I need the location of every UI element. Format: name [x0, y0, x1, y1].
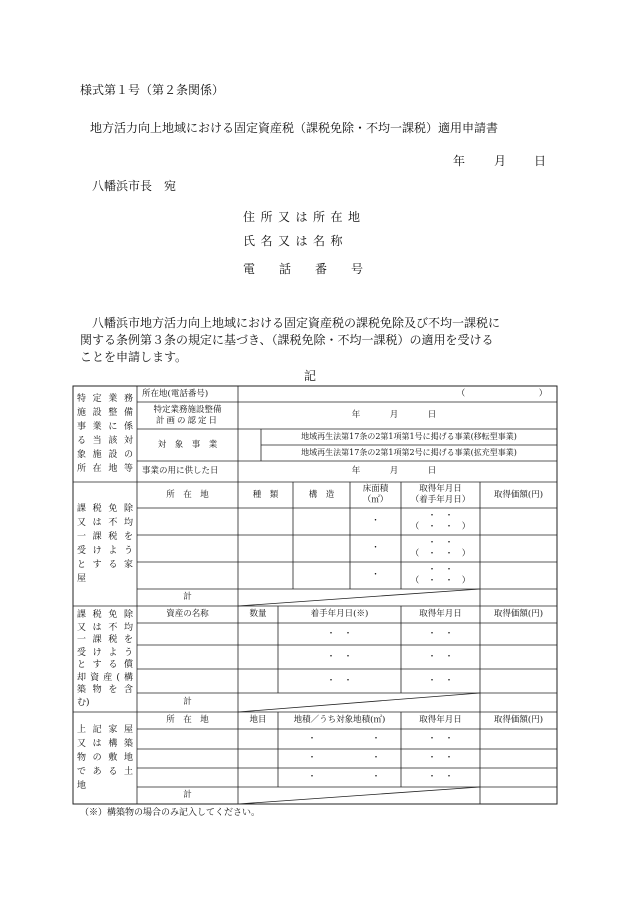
s3-row1-start-dots: ・ ・	[326, 628, 353, 639]
section2-label-line: とする家	[77, 560, 133, 570]
applicant-name-label: 氏名又は名称	[243, 234, 349, 248]
s2-header-floor-line2: （㎡）	[362, 495, 389, 505]
s2-header-floor-line1: 床面積	[362, 484, 389, 495]
s4-row3-area-dot-b: ・	[371, 772, 381, 783]
body-line-2: 関する条例第３条の規定に基づき、（課税免除・不均一課税）の適用を受ける	[80, 333, 494, 347]
section1-label-line: 象施設の	[77, 450, 133, 460]
applicant-phone-label: 電話番号	[243, 262, 388, 276]
s2-row2-acq-dots: ・ ・	[427, 537, 454, 548]
s4-row1-area-dot-a: ・	[307, 733, 317, 744]
s4-header-acq: 取得年月日	[419, 715, 462, 726]
section4-label-line: 又は構築	[77, 739, 133, 749]
s3-header-name: 資産の名称	[166, 609, 209, 620]
section1-label-line: 所在地等	[77, 464, 133, 474]
section2-label-line: 屋	[77, 574, 87, 584]
s4-row1-acq-dots: ・ ・	[427, 733, 454, 744]
section3-label-line: 又は不均	[77, 622, 133, 633]
s4-row3-area-dot-a: ・	[307, 772, 317, 783]
s2-total-label: 計	[183, 592, 192, 603]
s1-location-label: 所在地(電話番号)	[142, 388, 209, 399]
s2-header-price: 取得価額(円)	[493, 489, 544, 500]
date-year: 年	[453, 154, 466, 168]
s4-header-chimoku: 地目	[249, 715, 267, 726]
section3-label-line: 却資産(構	[77, 672, 133, 683]
s1-plan-label-line2: 計画の認定日	[155, 415, 219, 426]
s1-target-checkbox-1[interactable]	[239, 430, 260, 444]
section3-label-line: 課税免除	[77, 610, 133, 620]
s3-total-label: 計	[183, 697, 192, 708]
section2-label	[73, 482, 137, 606]
s2-row3-acq-dots: ・ ・	[427, 564, 454, 575]
s1-paren-close: ）	[538, 388, 548, 399]
s2-header-acq-line1: 取得年月日	[419, 484, 462, 495]
s1-used-m: 月	[389, 466, 399, 477]
form-title: 地方活力向上地域における固定資産税（課税免除・不均一課税）適用申請書	[90, 121, 499, 135]
s1-target-option-2: 地域再生法第17条の2第1項第2号に掲げる事業(拡充型事業)	[301, 448, 517, 457]
s1-plan-label-line1: 特定業務施設整備	[153, 404, 222, 415]
s1-used-date-label: 事業の用に供した日	[142, 466, 219, 477]
ki-label: 記	[304, 369, 317, 383]
s3-row2-acq-dots: ・ ・	[427, 651, 454, 662]
s2-row1-acq	[401, 508, 480, 535]
s2-row1-acq-dots: ・ ・	[427, 510, 454, 521]
s4-total-label: 計	[183, 790, 192, 801]
section1-label-line: 事業に係	[77, 422, 133, 432]
s1-plan-d: 日	[427, 410, 437, 421]
section4-label-line: 物の敷地	[77, 753, 133, 763]
section3-label-line: 築物を含	[77, 685, 133, 695]
date-month: 月	[494, 154, 507, 168]
s3-row2-start-dots: ・ ・	[326, 651, 353, 662]
section3-label-line: 一課税を	[77, 635, 133, 645]
s3-header-start: 着手年月日(※)	[310, 609, 369, 620]
addressee: 八幡浜市長 宛	[92, 179, 177, 193]
s1-plan-label	[137, 402, 238, 429]
body-line-1: 八幡浜市地方活力向上地域における固定資産税の課税免除及び不均一課税に	[92, 316, 501, 330]
section4-label-line: である土	[77, 767, 133, 777]
footnote: （※）構築物の場合のみ記入してください。	[80, 808, 261, 818]
s2-row3-floor-dot: ・	[371, 570, 380, 581]
s2-row2-acq	[401, 535, 480, 562]
s2-header-kind: 種 類	[252, 489, 279, 500]
s3-header-price: 取得価額(円)	[493, 609, 544, 620]
s4-row3-acq-dots: ・ ・	[427, 772, 454, 783]
section4-label-line: 地	[77, 781, 87, 791]
s1-target-option-1: 地域再生法第17条の2第1項第1号に掲げる事業(移転型事業)	[301, 432, 517, 441]
s3-header-acq: 取得年月日	[419, 609, 462, 620]
s1-target-label: 対 象 事 業	[157, 439, 218, 450]
section3-label	[73, 606, 137, 712]
section4-label	[73, 712, 137, 804]
section2-label-line: 受けよう	[77, 546, 133, 556]
s1-location-input[interactable]	[241, 387, 451, 401]
s1-plan-y: 年	[351, 410, 361, 421]
section4-label-line: 上記家屋	[77, 725, 133, 735]
section1-label	[73, 386, 137, 482]
s2-row1-acq-paren: （ ・ ・ ）	[410, 521, 471, 532]
s1-target-checkbox-2[interactable]	[239, 446, 260, 460]
s2-header-location: 所 在 地	[166, 489, 209, 500]
application-form-table	[73, 386, 557, 804]
s1-paren-open: （	[456, 388, 466, 399]
section1-label-line: 特定業務	[77, 394, 133, 404]
section2-label-line: 又は不均	[77, 518, 133, 528]
body-line-3: ことを申請します。	[80, 350, 188, 364]
s2-row1-floor-dot: ・	[371, 516, 380, 527]
section2-label-line: 一課税を	[77, 532, 133, 542]
s2-header-acq	[401, 482, 480, 508]
s1-used-d: 日	[427, 466, 437, 477]
section3-label-line: とする償	[77, 660, 133, 670]
form-id: 様式第１号（第２条関係）	[80, 83, 225, 97]
s2-header-floor	[350, 482, 401, 508]
s4-header-location: 所 在 地	[166, 715, 209, 726]
date-day: 日	[534, 154, 547, 168]
s4-row2-acq-dots: ・ ・	[427, 753, 454, 764]
s3-row3-start-dots: ・ ・	[326, 675, 353, 686]
section3-label-line: む)	[77, 697, 90, 708]
s3-header-qty: 数量	[249, 609, 267, 620]
s1-plan-m: 月	[389, 410, 399, 421]
section3-label-line: 受けよう	[77, 647, 133, 658]
applicant-address-label: 住所又は所在地	[243, 210, 366, 224]
s2-row2-acq-paren: （ ・ ・ ）	[410, 548, 471, 559]
s1-used-y: 年	[351, 466, 361, 477]
s2-row3-acq-paren: （ ・ ・ ）	[410, 575, 471, 586]
section1-label-line: 施設整備	[77, 408, 133, 418]
s2-row2-floor-dot: ・	[371, 543, 380, 554]
s3-row1-acq-dots: ・ ・	[427, 628, 454, 639]
section1-label-line: る当該対	[77, 436, 133, 446]
s4-row1-area-dot-b: ・	[371, 733, 381, 744]
s3-row3-acq-dots: ・ ・	[427, 675, 454, 686]
s4-row2-area-dot-b: ・	[371, 753, 381, 764]
s4-row2-area-dot-a: ・	[307, 753, 317, 764]
section2-label-line: 課税免除	[77, 504, 133, 514]
s4-header-area: 地積／うち対象地積(㎡)	[293, 715, 386, 726]
s2-header-structure: 構 造	[308, 489, 335, 500]
s2-header-acq-line2: （着手年月日）	[410, 495, 471, 505]
s4-header-price: 取得価額(円)	[493, 715, 544, 726]
s2-row3-acq	[401, 562, 480, 589]
